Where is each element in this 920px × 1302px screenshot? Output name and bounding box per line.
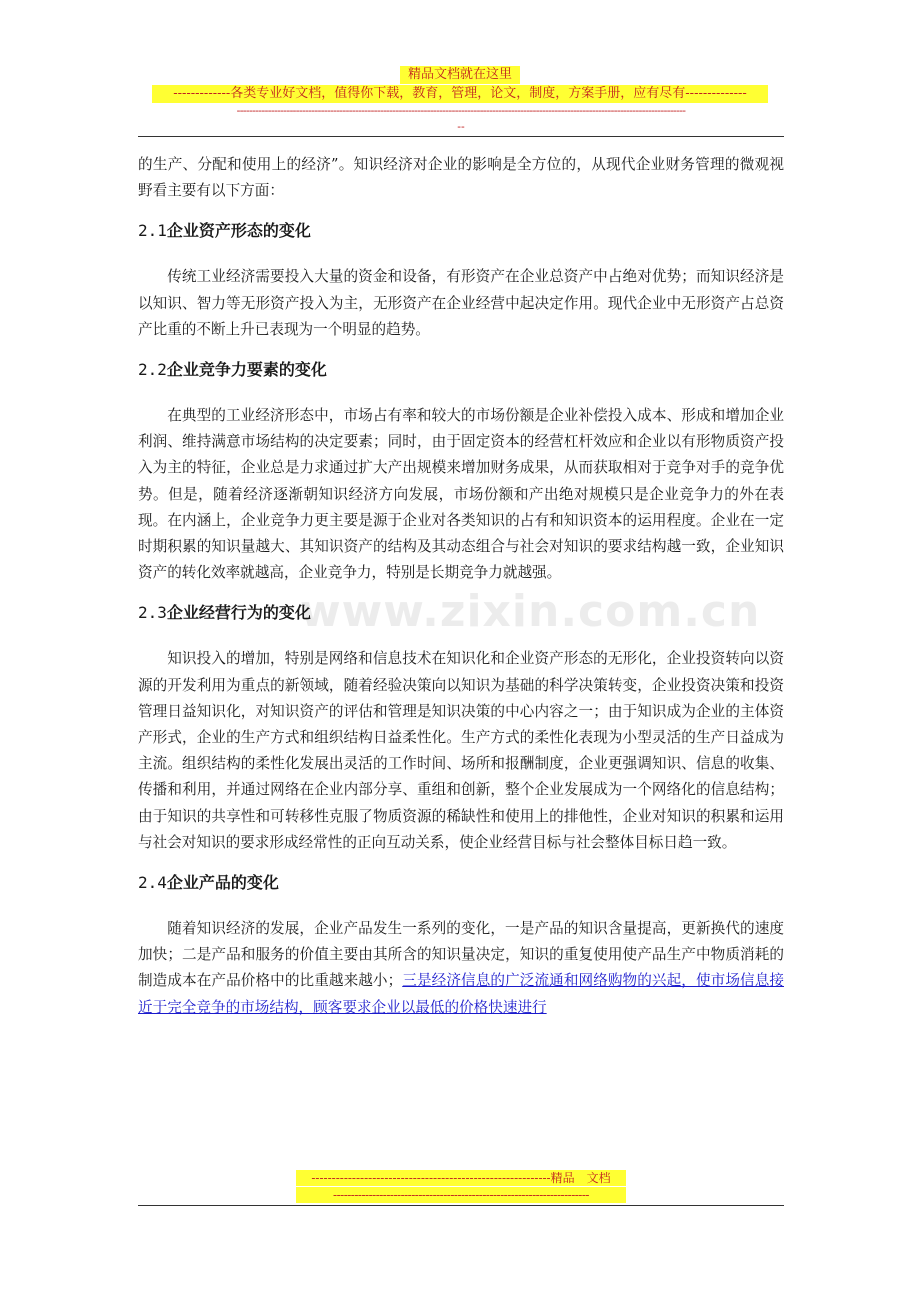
footer-dash-line: ------------------------------------------------------------------------	[296, 1187, 626, 1203]
header-dash-line-2: --	[457, 120, 465, 133]
section-paragraph-2-4	[138, 916, 784, 1021]
section-number: 2.4	[138, 873, 167, 893]
section-title: 企业经营行为的变化	[166, 603, 311, 623]
document-body	[138, 152, 784, 1021]
section-number: 2.2	[138, 360, 167, 380]
section-number: 2.3	[138, 603, 167, 623]
footer-mark: -----------------------------------------------------------精品 文档	[296, 1170, 626, 1186]
header-mark: 精品文档就在这里	[400, 66, 520, 84]
section-heading-2-2	[138, 357, 784, 383]
section-heading-2-3	[138, 600, 784, 626]
section-heading-2-1	[138, 218, 784, 244]
section-text: 随着知识经济的发展，企业产品发生一系列的变化，一是产品的知识含量提高，更新换代的速度加快；二是产品和服务的价值主要由其所含的知识量决定，知识的重复使用使产品生产中物质消耗的制造成本在产品价格中的比重越来越小；	[138, 920, 784, 990]
section-paragraph-2-3: 知识投入的增加，特别是网络和信息技术在知识化和企业资产形态的无形化，企业投资转向以资源的开发利用为重点的新领域，随着经验决策向以知识为基础的科学决策转变，企业投资决策和投资管理日益知识化，对知识资产的评估和管理是知识决策的中心内容之一；由于知识成为企业的主体资产形式，企业的生产方式和组织结构日益柔性化。生产方式的柔性化表现为小型灵活的生产日益成为主流。组织结构的柔性化发展出灵活的工作时间、场所和报酬制度，企业更强调知识、信息的收集、传播和利用，并通过网络在企业内部分享、重组和创新，整个企业发展成为一个网络化的信息结构；由于知识的共享性和可转移性克服了物质资源的稀缺性和使用上的排他性，企业对知识的积累和运用与社会对知识的要求形成经常性的正向互动关系，使企业经营目标与社会整体目标日趋一致。	[138, 650, 784, 851]
header-rule	[138, 136, 784, 137]
intro-paragraph: 的生产、分配和使用上的经济”。知识经济对企业的影响是全方位的，从现代企业财务管理的微观视野看主要有以下方面：	[138, 156, 784, 200]
header-banner: -------------各类专业好文档，值得你下载，教育，管理，论文，制度，方案手册，应有尽有--------------	[152, 85, 768, 103]
section-heading-2-4	[138, 870, 784, 896]
inline-link[interactable]: 三是经济信息的广泛流通和网络购物的兴起，使市场信息接近于完全竞争的市场结构，顾客要求企业以最低的价格快速进行	[138, 972, 784, 1016]
section-paragraph-2-1: 传统工业经济需要投入大量的资金和设备，有形资产在企业总资产中占绝对优势；而知识经济是以知识、智力等无形资产投入为主，无形资产在企业经营中起决定作用。现代企业中无形资产占总资产比重的不断上升已表现为一个明显的趋势。	[138, 268, 784, 338]
section-paragraph-2-2: 在典型的工业经济形态中，市场占有率和较大的市场份额是企业补偿投入成本、形成和增加企业利润、维持满意市场结构的决定要素；同时，由于固定资本的经营杠杆效应和企业以有形物质资产投入为主的特征，企业总是力求通过扩大产出规模来增加财务成果，从而获取相对于竞争对手的竞争优势。但是，随着经济逐渐朝知识经济方向发展，市场份额和产出绝对规模只是企业竞争力的外在表现。在内涵上，企业竞争力更主要是源于企业对各类知识的占有和知识资本的运用程度。企业在一定时期积累的知识量越大、其知识资产的结构及其动态组合与社会对知识的要求结构越一致，企业知识资产的转化效率就越高，企业竞争力，特别是长期竞争力就越强。	[138, 407, 784, 582]
section-title: 企业资产形态的变化	[166, 221, 311, 241]
watermark: www.zixin.com.cn	[300, 586, 761, 637]
section-title: 企业竞争力要素的变化	[166, 360, 327, 380]
section-title: 企业产品的变化	[166, 873, 279, 893]
footer-rule	[138, 1205, 784, 1206]
header-dash-line: ------------------------------------------------------------------------------------------------------------------------------------------------	[236, 104, 686, 117]
section-number: 2.1	[138, 221, 167, 241]
